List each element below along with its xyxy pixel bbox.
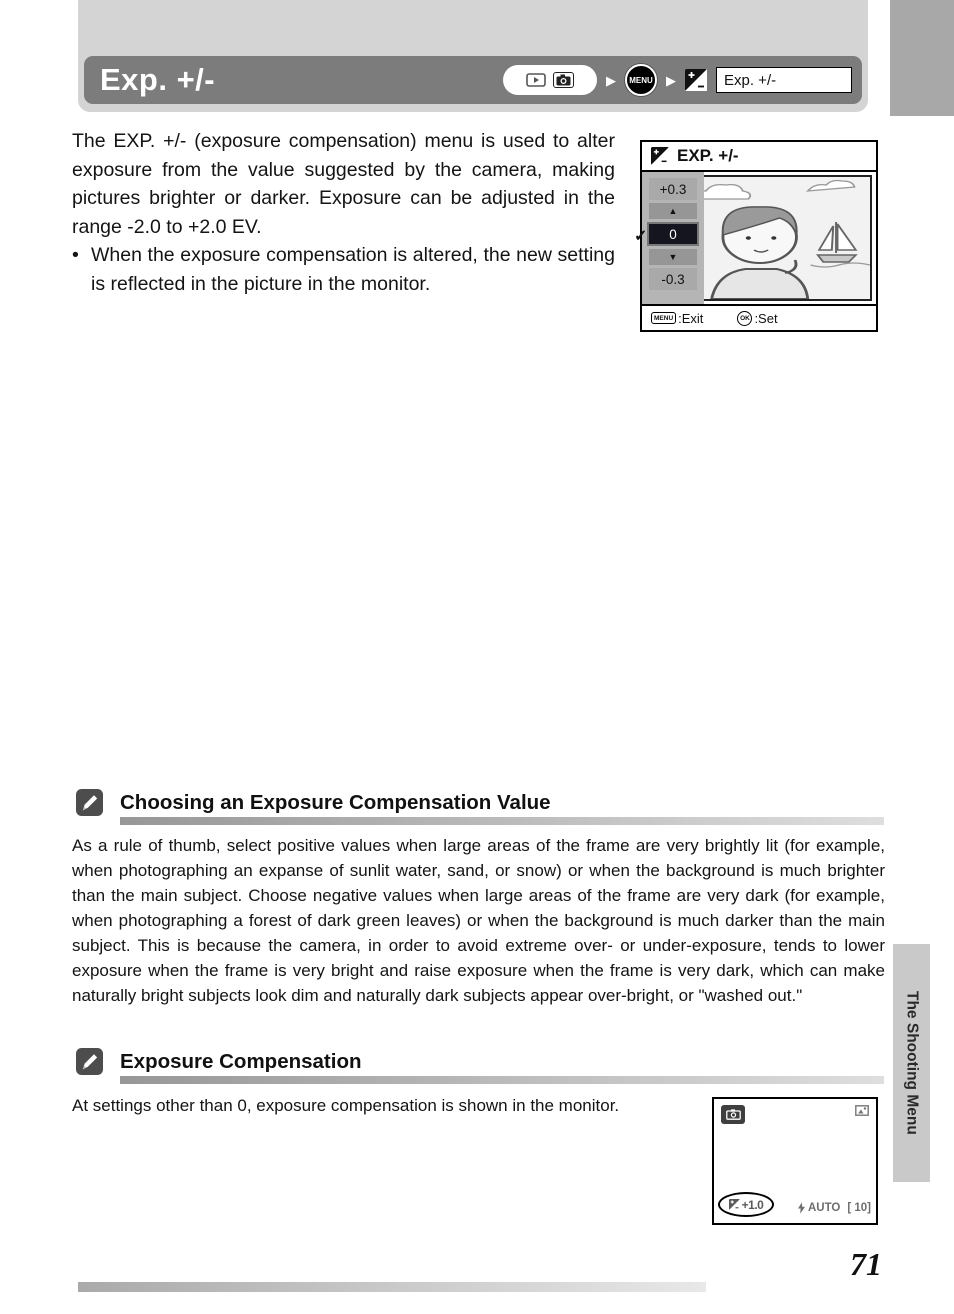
page-title: Exp. +/-: [100, 62, 216, 97]
frame-count: [ 10]: [847, 1202, 871, 1214]
value-list: [634, 172, 704, 304]
section-body: At settings other than 0, exposure compensation is shown in the monitor.: [72, 1096, 620, 1115]
value-option: +0.3: [649, 178, 697, 200]
camera-menu-title-bar: [642, 142, 876, 172]
chapter-side-tab: [893, 944, 930, 1182]
exposure-compensation-icon: [685, 69, 707, 91]
bullet-marker: •: [72, 244, 79, 266]
page-number: 71: [850, 1246, 882, 1282]
camera-menu-body: [634, 172, 876, 304]
camera-menu-screenshot: [634, 140, 878, 332]
chapter-corner-tab: [890, 0, 954, 116]
ok-key-icon: OK: [737, 311, 752, 326]
exposure-compensation-icon: [651, 147, 669, 165]
intro-paragraph: The EXP. +/- (exposure compensation) menu is used to alter exposure from the value suggested by the camera, making pictures brighter or darker. Exposure can be adjusted in the range -2.0 to +2.0 EV.: [72, 130, 615, 238]
selected-value-label: 0: [669, 226, 677, 242]
scroll-down-icon: ▼: [649, 249, 697, 265]
exposure-compensation-icon: [729, 1199, 740, 1210]
chapter-side-tab-label: The Shooting Menu: [903, 991, 921, 1135]
note-pencil-icon: [76, 789, 103, 816]
shooting-mode-icon: [553, 72, 574, 88]
menu-button-icon: MENU: [625, 64, 657, 96]
playback-mode-icon: [526, 73, 546, 87]
flash-bolt-icon: [798, 1202, 805, 1214]
right-arrow-icon: ▶: [666, 72, 676, 88]
camera-menu-footer: [642, 304, 876, 330]
exit-label: :Exit: [678, 310, 704, 326]
heading-rule: [120, 817, 884, 825]
intro-block: [72, 127, 615, 298]
page-title-bar: [84, 56, 862, 104]
flash-mode-label: AUTO: [807, 1202, 841, 1214]
section-body: As a rule of thumb, select positive values when large areas of the frame are very brightly lit (for example, when photographing an expanse of sunlit water, sand, or snow) or when the background is much brighter than the main subject. Choose negative values when large areas of the frame are very dark (for example, when photographing a forest of dark green leaves) or when the background is much darker than the main subject. This is because the camera, in order to avoid extreme over- or under-exposure, tends to lower exposure when the frame is very bright and raise exposure when the frame is very dark, which can make naturally bright subjects look dim and naturally dark subjects appear over-bright, or "washed out.": [72, 836, 885, 1005]
check-icon: ✓: [634, 228, 648, 245]
camera-menu-title: EXP. +/-: [677, 146, 739, 165]
section-title: Choosing an Exposure Compensation Value: [120, 790, 551, 814]
exposure-value: +1.0: [741, 1197, 764, 1212]
scroll-up-icon: ▲: [649, 203, 697, 219]
right-arrow-icon: ▶: [606, 72, 616, 88]
section-heading-row: [76, 789, 551, 816]
monitor-status-row: [798, 1202, 871, 1214]
section-heading-row: [76, 1048, 362, 1075]
menu-key-icon: MENU: [651, 312, 676, 324]
selected-value: [634, 222, 699, 246]
section-title: Exposure Compensation: [120, 1049, 362, 1073]
header-icon-row: [503, 64, 852, 96]
note-pencil-icon: [76, 1048, 103, 1075]
exposure-value-callout: [718, 1192, 774, 1217]
image-mode-icon: [855, 1105, 869, 1116]
bullet-text: When the exposure compensation is altered, the new setting is reflected in the picture in the monitor.: [91, 244, 615, 295]
set-label: :Set: [754, 310, 778, 326]
footer-rule: [78, 1282, 706, 1292]
shooting-mode-badge-icon: [721, 1105, 745, 1124]
menu-item-badge: Exp. +/-: [716, 67, 852, 93]
heading-rule: [120, 1076, 884, 1084]
intro-bullet: [72, 241, 615, 298]
value-option: -0.3: [649, 268, 697, 290]
camera-monitor-screenshot: [712, 1097, 878, 1225]
mode-selector-icon: [503, 65, 597, 95]
